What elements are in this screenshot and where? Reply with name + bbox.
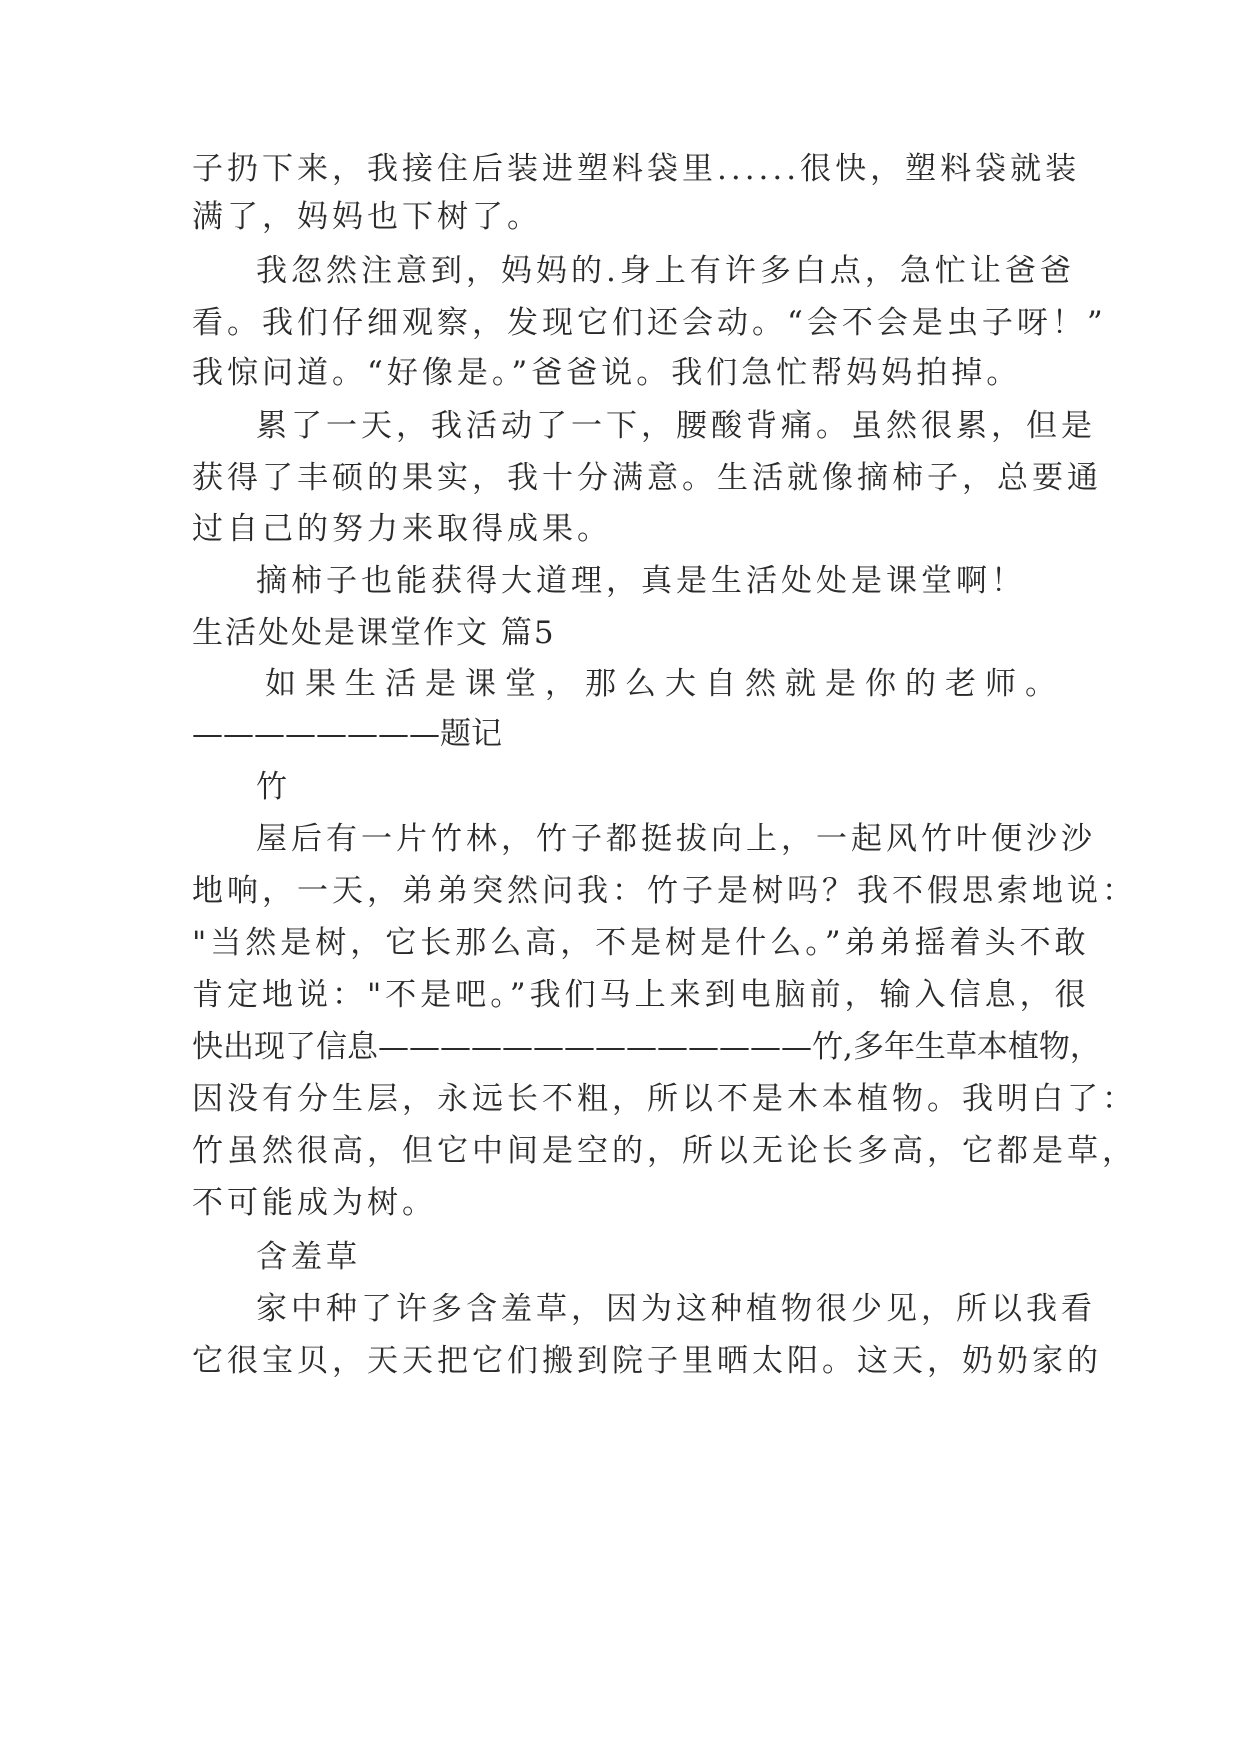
paragraph-line: 满了，妈妈也下树了。 bbox=[192, 199, 542, 235]
paragraph-line: 获得了丰硕的果实，我十分满意。生活就像摘柿子，总要通 bbox=[192, 460, 1102, 496]
paragraph-line: 累了一天，我活动了一下，腰酸背痛。虽然很累，但是 bbox=[256, 408, 1096, 444]
epigraph-text: 如果生活是课堂，那么大自然就是你的老师。 bbox=[265, 666, 1065, 702]
paragraph-line: 看。我们仔细观察，发现它们还会动。“会不会是虫子呀！” bbox=[192, 305, 1107, 341]
paragraph-line: 不可能成为树。 bbox=[192, 1185, 437, 1221]
subheading-mimosa: 含羞草 bbox=[256, 1239, 361, 1275]
paragraph-line: 摘柿子也能获得大道理，真是生活处处是课堂啊！ bbox=[256, 563, 1026, 599]
paragraph-line: 竹虽然很高，但它中间是空的，所以无论长多高，它都是草， bbox=[192, 1133, 1137, 1169]
paragraph-line: "当然是树，它长那么高，不是树是什么。”弟弟摇着头不敢 bbox=[192, 925, 1090, 961]
section-heading: 生活处处是课堂作文 篇5 bbox=[192, 615, 556, 651]
paragraph-line: 我忽然注意到，妈妈的.身上有许多白点，急忙让爸爸 bbox=[256, 253, 1075, 289]
paragraph-line: 家中种了许多含羞草，因为这种植物很少见，所以我看 bbox=[256, 1291, 1096, 1327]
paragraph-line: 肯定地说："不是吧。”我们马上来到电脑前，输入信息，很 bbox=[192, 977, 1090, 1013]
epigraph-attribution: ————————题记 bbox=[192, 716, 502, 752]
paragraph-line: 地响，一天，弟弟突然问我：竹子是树吗？我不假思索地说： bbox=[192, 873, 1137, 909]
paragraph-line: 它很宝贝，天天把它们搬到院子里晒太阳。这天，奶奶家的 bbox=[192, 1343, 1102, 1379]
paragraph-line: 过自己的努力来取得成果。 bbox=[192, 511, 612, 547]
subheading-bamboo: 竹 bbox=[256, 769, 291, 805]
paragraph-line: 因没有分生层，永远长不粗，所以不是木本植物。我明白了： bbox=[192, 1081, 1137, 1117]
paragraph-line: 快出现了信息——————————————竹,多年生草本植物， bbox=[192, 1029, 1101, 1065]
paragraph-line: 屋后有一片竹林，竹子都挺拔向上，一起风竹叶便沙沙 bbox=[256, 821, 1096, 857]
paragraph-line: 我惊问道。“好像是。”爸爸说。我们急忙帮妈妈拍掉。 bbox=[192, 355, 1022, 391]
paragraph-line: 子扔下来，我接住后装进塑料袋里......很快，塑料袋就装 bbox=[192, 151, 1081, 187]
